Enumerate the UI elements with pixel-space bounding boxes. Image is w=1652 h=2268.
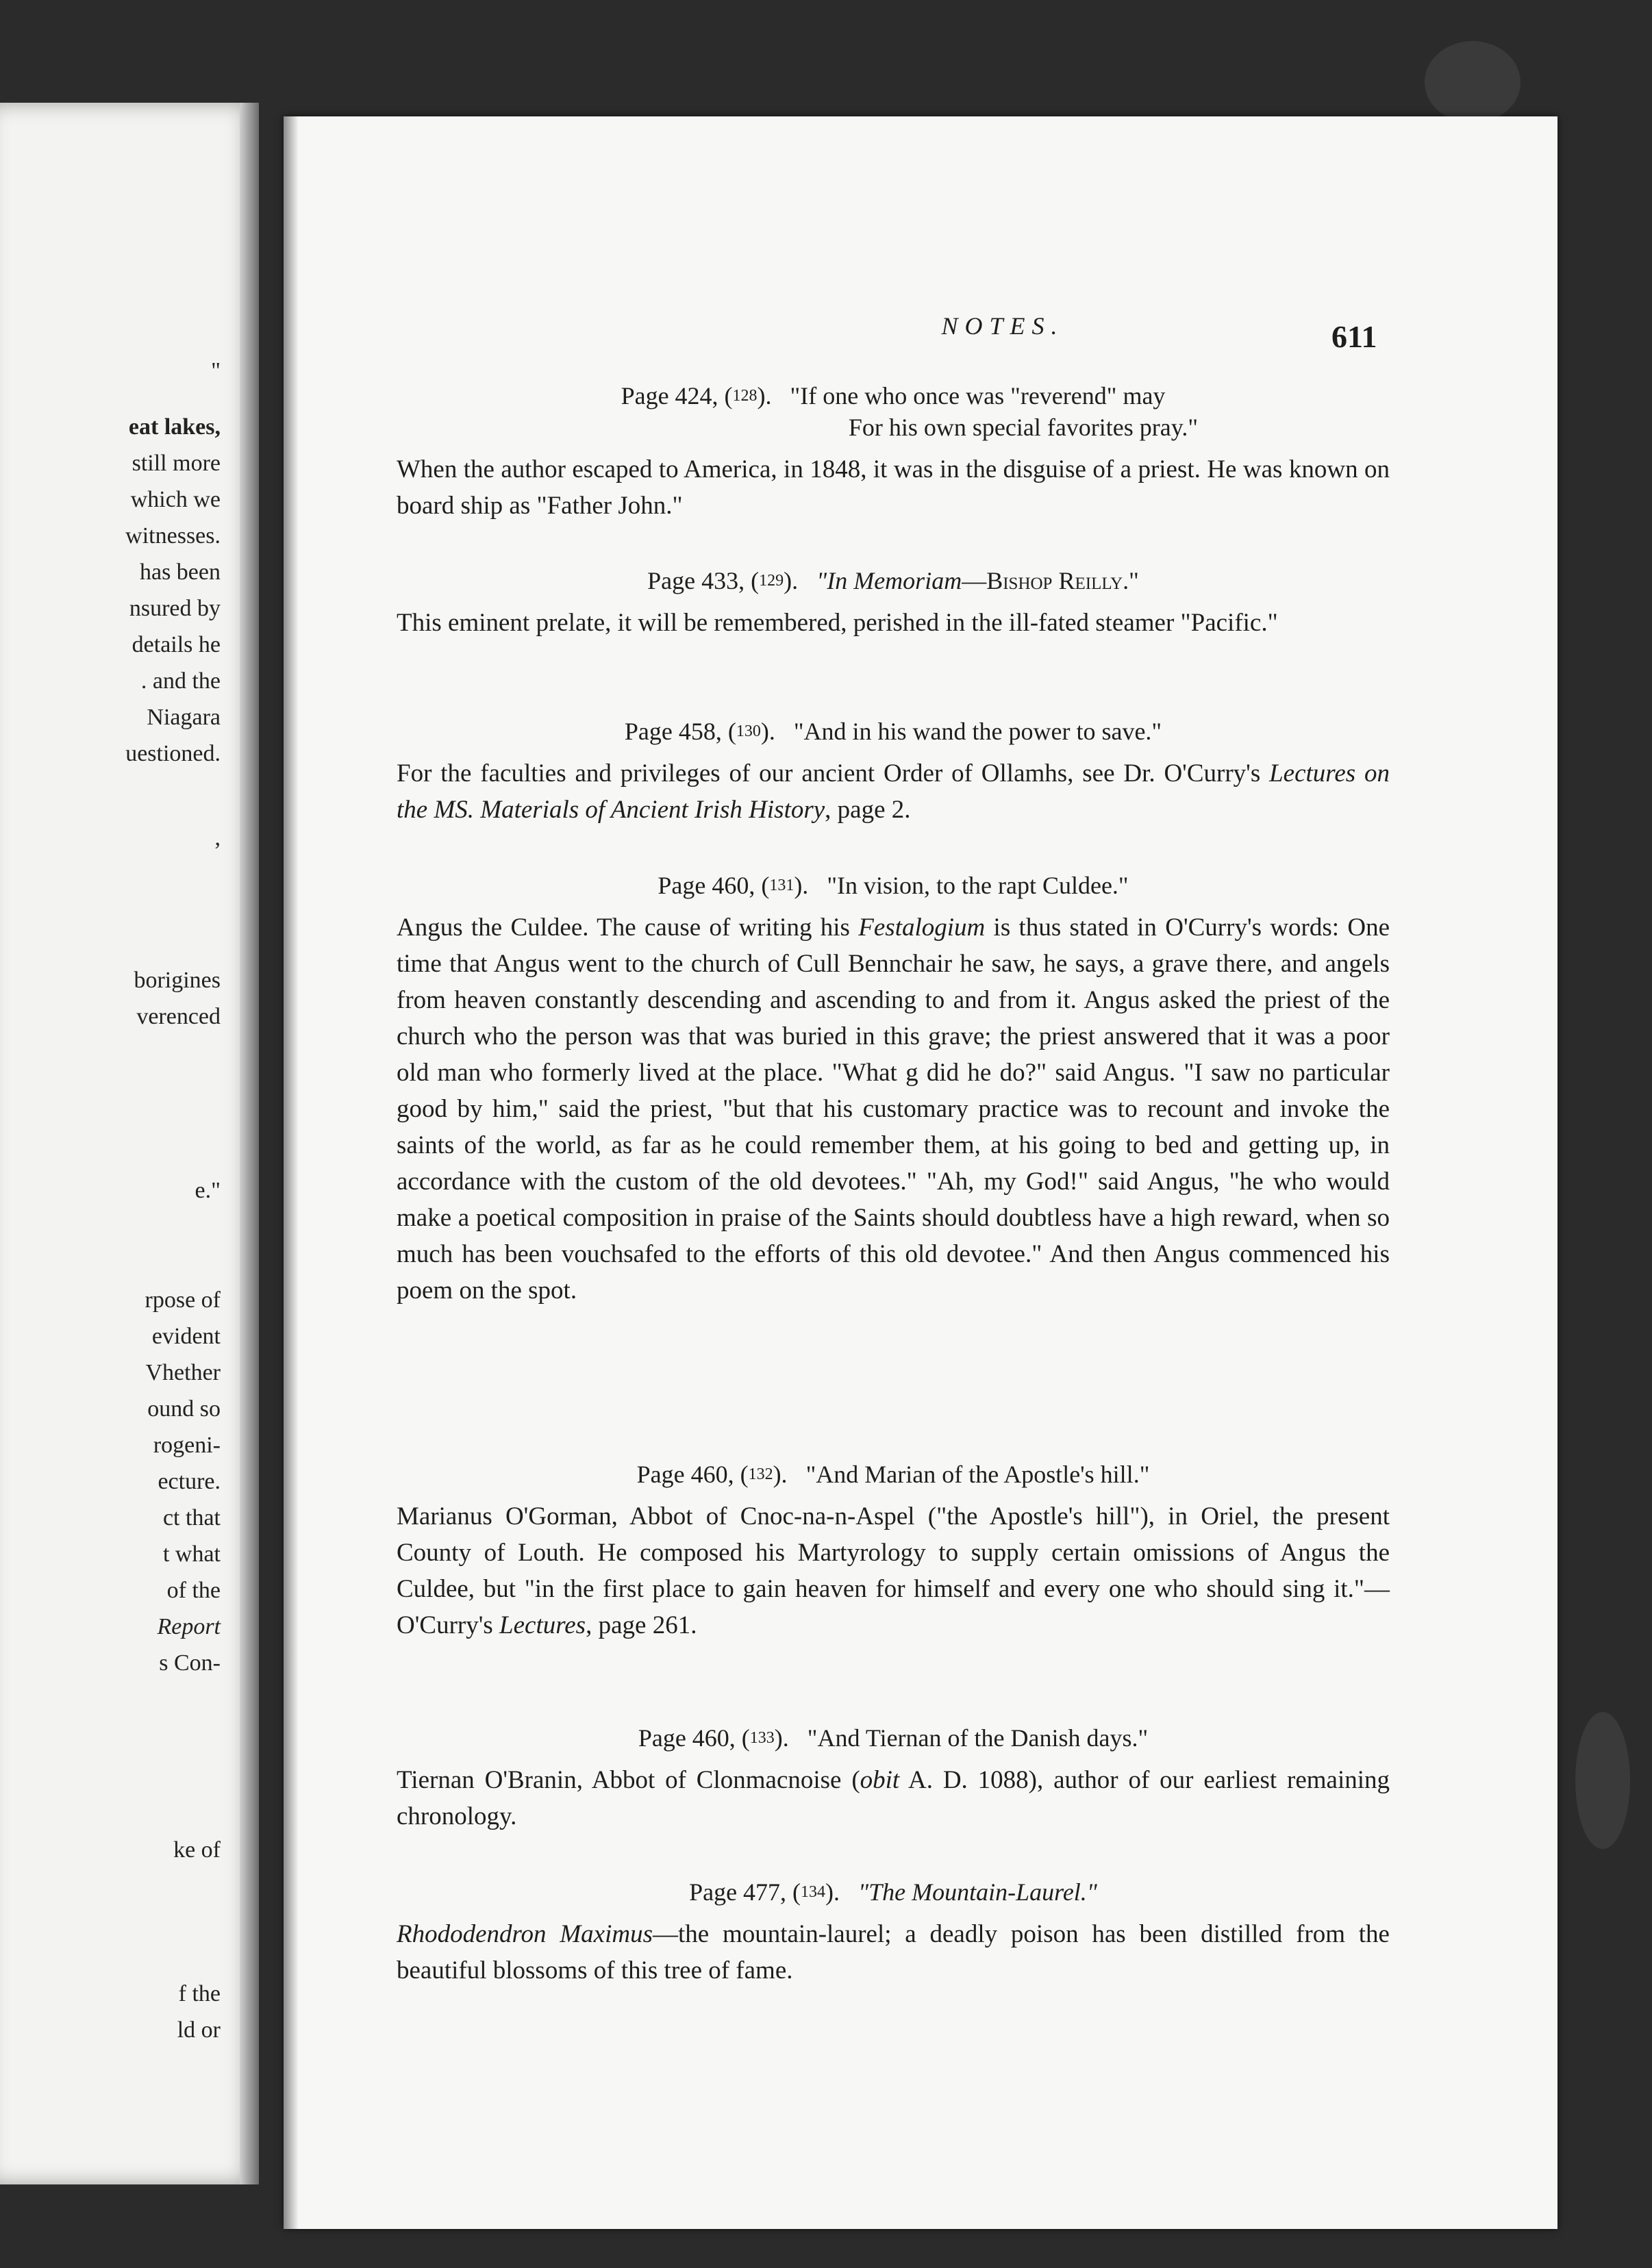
book-page: [284, 116, 1557, 2229]
note-quote: "The Mountain-Laurel.": [858, 1878, 1097, 1906]
note-number: 130: [736, 722, 761, 740]
left-page-text: Report: [157, 1614, 221, 1639]
note-page-ref-end: ).: [773, 1461, 788, 1488]
left-page-text: ct that: [162, 1505, 221, 1530]
left-page-text: nsured by: [129, 596, 221, 621]
note-text-part: A. D. 1088), author of our earliest remaining chronology.: [397, 1766, 1390, 1830]
left-page-text: ke of: [173, 1837, 221, 1863]
book-title: Lectures on the MS. Materials of Ancient Irish History: [397, 759, 1390, 824]
note-134: [397, 1876, 1390, 1989]
note-quote-smallcaps: —Bishop Reilly.": [962, 567, 1139, 594]
left-page-text: f the: [178, 1981, 221, 2006]
note-text-part: is thus stated in O'Curry's words: One time that Angus went to the church of Cull Bennchair he saw, he says, a grave there, and angels from heaven constantly descending and ascending to and from it. Angus asked the priest of the church who the person was that was buried in this grave; the priest answered that it was a poor old man who formerly lived at the place. "What g did he do?" said Angus. "I saw no particular good by him," said the priest, "but that his customary practice was to recount and invoke the saints of the world, as far as he could remember them, at his going to bed and getting up, in accordance with the custom of the old devotees." "Ah, my God!" said Angus, "he who would make a poetical composition in praise of the Saints should doubtless have a high reward, when so much has been vouchsafed to the efforts of this old devotee." And then Angus commenced his poem on the spot.: [397, 914, 1390, 1305]
left-page-text: uestioned.: [125, 741, 221, 766]
left-page-text: ound so: [147, 1396, 221, 1422]
latin-term: Rhododendron Maximus: [397, 1920, 653, 1948]
note-text-part: For the faculties and privileges of our ancient Order of Ollamhs, see Dr. O'Curry's: [397, 759, 1270, 788]
left-page-text: evident: [151, 1324, 221, 1349]
note-number: 128: [732, 387, 758, 405]
note-text-part: —the mountain-laurel; a deadly poison has been distilled from the beautiful blossoms of this tree of fame.: [397, 1920, 1390, 1985]
note-quote-line-2: For his own special favorites pray.": [848, 414, 1199, 441]
scan-background-mark: [1575, 1712, 1630, 1849]
note-heading: [397, 1459, 1390, 1490]
book-title: Festalogium: [858, 914, 986, 942]
note-quote: "If one who once was "reverend" may: [790, 382, 1166, 410]
note-heading: [397, 870, 1390, 901]
note-number: 132: [748, 1465, 773, 1483]
note-number: 131: [769, 877, 794, 894]
left-page-text: ld or: [177, 2017, 221, 2043]
note-page-ref-end: ).: [784, 567, 799, 594]
note-text: [397, 909, 1390, 1309]
left-page-text: t what: [162, 1541, 221, 1567]
left-page-text: rpose of: [145, 1287, 221, 1313]
note-text: [397, 755, 1390, 828]
scan-background-mark: [1425, 41, 1520, 123]
left-page-text: has been: [139, 559, 221, 585]
left-page-text: ecture.: [158, 1469, 221, 1494]
left-page-text: s Con-: [159, 1650, 221, 1676]
left-page-text: borigines: [134, 968, 221, 993]
note-133: [397, 1722, 1390, 1835]
note-page-ref-end: ).: [760, 718, 775, 745]
note-number: 129: [759, 572, 784, 590]
note-number: 133: [749, 1729, 775, 1747]
left-page-fragment: [0, 103, 259, 2184]
note-page-ref: Page 424, (: [621, 382, 733, 410]
note-page-ref-end: ).: [774, 1724, 789, 1752]
note-heading: [397, 1722, 1390, 1754]
note-130: [397, 716, 1390, 828]
note-page-ref-end: ).: [825, 1878, 840, 1906]
note-page-ref: Page 477, (: [689, 1878, 801, 1906]
note-page-ref: Page 460, (: [636, 1461, 749, 1488]
page-gutter: [240, 103, 259, 2184]
left-page-text: details he: [132, 632, 221, 657]
note-text-part: Angus the Culdee. The cause of writing his: [397, 914, 859, 942]
note-quote: "In Memoriam: [816, 567, 962, 594]
left-page-text: which we: [130, 487, 221, 512]
left-page-text: witnesses.: [125, 523, 221, 549]
note-page-ref: Page 460, (: [638, 1724, 750, 1752]
left-page-text: verenced: [136, 1004, 221, 1029]
note-quote: "And in his wand the power to save.": [793, 718, 1162, 745]
note-131: [397, 870, 1390, 1309]
left-page-text: eat lakes,: [128, 414, 221, 440]
note-page-ref: Page 460, (: [658, 872, 770, 899]
latin-term: obit: [860, 1766, 900, 1794]
note-heading: [397, 716, 1390, 747]
note-text-part: , page 2.: [825, 796, 911, 824]
left-page-text: of the: [166, 1578, 221, 1603]
note-text: This eminent prelate, it will be remembered, perished in the ill-fated steamer "Pacific.": [397, 609, 1278, 637]
left-page-text: e.": [195, 1178, 221, 1203]
left-page-text: . and the: [140, 668, 221, 694]
running-head: NOTES.: [941, 312, 1064, 340]
note-129: [397, 565, 1390, 641]
book-title: Lectures: [499, 1611, 586, 1639]
note-text: [397, 1762, 1390, 1835]
note-page-ref-end: ).: [794, 872, 809, 899]
note-text-part: Tiernan O'Branin, Abbot of Clonmacnoise (: [397, 1766, 860, 1794]
note-128: [397, 380, 1390, 524]
left-page-text: ,: [214, 825, 221, 850]
left-page-text: ": [211, 358, 221, 383]
page-number: 611: [1331, 319, 1377, 354]
note-text-part: , page 261.: [586, 1611, 697, 1639]
note-heading: [397, 565, 1390, 596]
note-quote: "And Tiernan of the Danish days.": [807, 1724, 1149, 1752]
note-text: When the author escaped to America, in 1848, it was in the disguise of a priest. He was known on board ship as "Father John.": [397, 455, 1390, 520]
note-quote: "In vision, to the rapt Culdee.": [827, 872, 1129, 899]
note-text-part: Marianus O'Gorman, Abbot of Cnoc-na-n-Aspel ("the Apostle's hill"), in Oriel, the present County of Louth. He composed his Martyrology to supply certain omissions of Angus the Culdee, but "in the first place to gain heaven for himself and every one who should sing it."—O'Curry's: [397, 1502, 1390, 1639]
note-number: 134: [801, 1883, 826, 1901]
note-page-ref: Page 458, (: [624, 718, 736, 745]
left-page-text: Niagara: [147, 705, 221, 730]
left-page-text: still more: [132, 451, 221, 476]
note-page-ref: Page 433, (: [647, 567, 760, 594]
note-heading: [397, 1876, 1390, 1908]
left-page-text: Vhether: [145, 1360, 221, 1385]
page-edge-shadow: [284, 116, 299, 2229]
note-heading: [397, 380, 1390, 443]
left-page-text: rogeni-: [153, 1433, 221, 1458]
note-132: [397, 1459, 1390, 1643]
note-page-ref-end: ).: [757, 382, 772, 410]
note-quote: "And Marian of the Apostle's hill.": [805, 1461, 1150, 1488]
note-text: [397, 1498, 1390, 1643]
note-text: [397, 1916, 1390, 1989]
